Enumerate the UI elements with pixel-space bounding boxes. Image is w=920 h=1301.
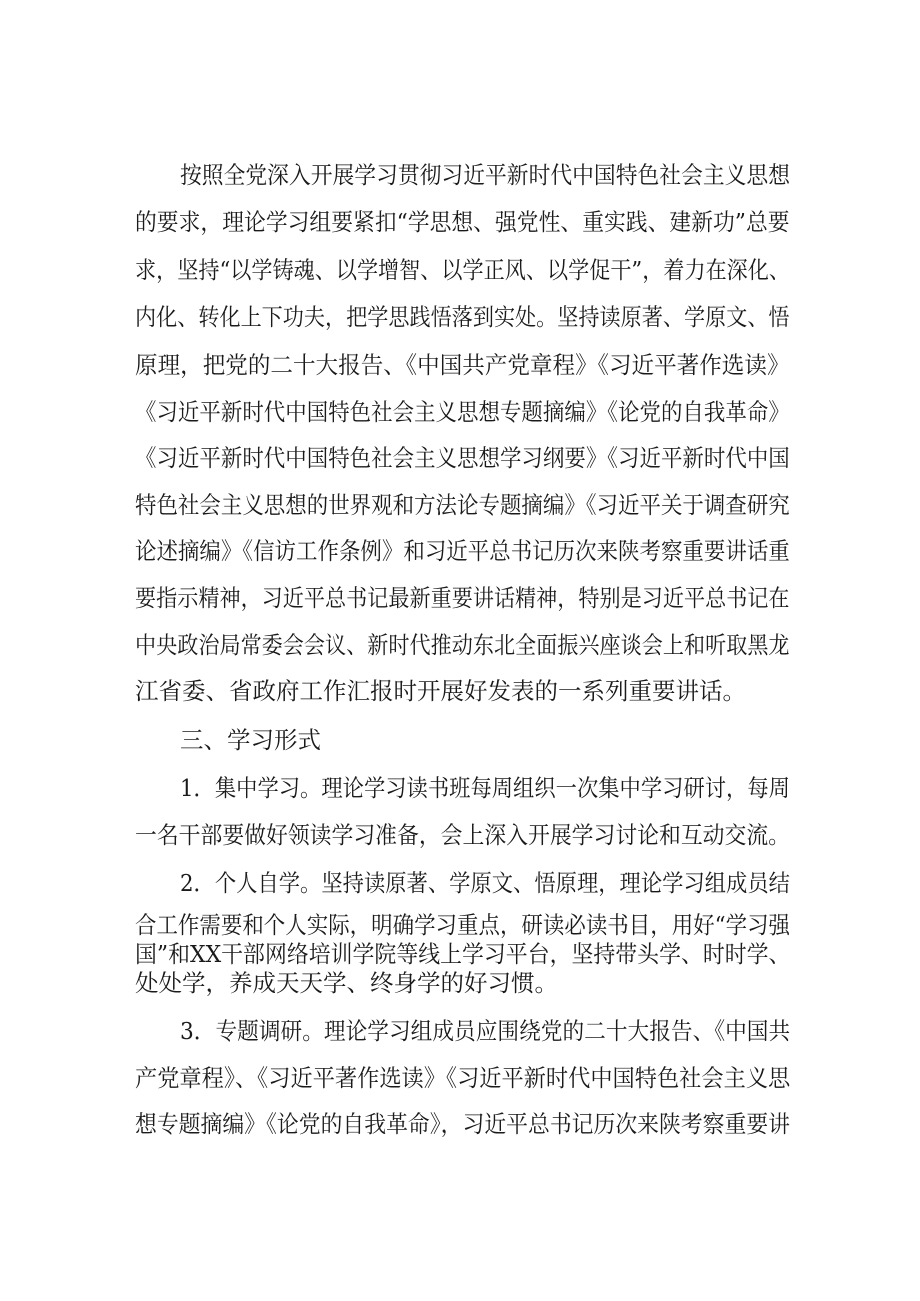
list-item-line: 3．专题调研。理论学习组成员应围绕党的二十大报告、《中国共 xyxy=(180,1017,791,1045)
paragraph-line: 原理，把党的二十大报告、《中国共产党章程》《习近平著作选读》 xyxy=(135,351,790,379)
paragraph-line: 的要求，理论学习组要紧扣“学思想、强党性、重实践、建新功”总要 xyxy=(135,208,790,236)
list-item-line: 1．集中学习。理论学习读书班每周组织一次集中学习研讨，每周 xyxy=(180,774,790,802)
paragraph-line: 中央政治局常委会会议、新时代推动东北全面振兴座谈会上和听取黑龙 xyxy=(135,631,790,659)
list-item-line: 2．个人自学。坚持读原著、学原文、悟原理，理论学习组成员结 xyxy=(180,869,790,897)
paragraph-line: 要指示精神，习近平总书记最新重要讲话精神，特别是习近平总书记在 xyxy=(135,584,790,612)
paragraph-line: 论述摘编》《信访工作条例》和习近平总书记历次来陕考察重要讲话重 xyxy=(135,537,790,565)
paragraph-line: 按照全党深入开展学习贯彻习近平新时代中国特色社会主义思想 xyxy=(180,161,790,189)
paragraph-line: 《习近平新时代中国特色社会主义思想专题摘编》《论党的自我革命》 xyxy=(135,398,790,426)
list-item-line: 一名干部要做好领读学习准备，会上深入开展学习讨论和互动交流。 xyxy=(135,821,790,849)
list-item-line: 处处学，养成天天学、终身学的好习惯。 xyxy=(135,969,558,997)
list-item-line: 合工作需要和个人实际，明确学习重点，研读必读书目，用好“学习强 xyxy=(135,911,791,939)
section-heading: 三、学习形式 xyxy=(180,726,321,754)
list-item-line: 想专题摘编》《论党的自我革命》，习近平总书记历次来陕考察重要讲 xyxy=(135,1110,790,1138)
paragraph-line: 求，坚持“以学铸魂、以学增智、以学正风、以学促干”，着力在深化、 xyxy=(135,256,791,284)
paragraph-line: 特色社会主义思想的世界观和方法论专题摘编》《习近平关于调查研究 xyxy=(135,491,790,519)
paragraph-line: 内化、转化上下功夫，把学思践悟落到实处。坚持读原著、学原文、悟 xyxy=(135,303,790,331)
list-item-line: 国”和XX干部网络培训学院等线上学习平台，坚持带头学、时时学、 xyxy=(135,940,791,968)
paragraph-line: 江省委、省政府工作汇报时开展好发表的一系列重要讲话。 xyxy=(135,677,746,705)
list-item-line: 产党章程》、《习近平著作选读》《习近平新时代中国特色社会主义思 xyxy=(135,1064,791,1092)
paragraph-line: 《习近平新时代中国特色社会主义思想学习纲要》《习近平新时代中国 xyxy=(135,444,790,472)
